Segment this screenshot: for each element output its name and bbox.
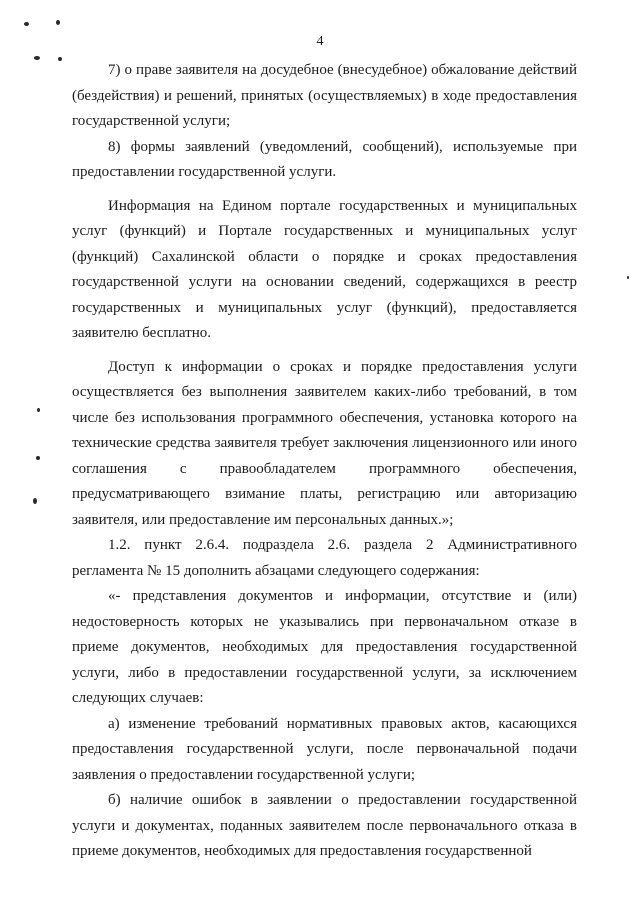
scan-speck [56,20,60,25]
paragraph-subitem-b: б) наличие ошибок в заявлении о предоставлении государственной услуги и документах, поданных заявителем после первоначального отказа в приеме документов, необходимых для предоставления государственной [72,792,577,859]
scan-speck [58,57,62,61]
scan-speck [37,408,40,412]
paragraph-subitem-a: а) изменение требований нормативных правовых актов, касающихся предоставления государственной услуги, после первоначальной подачи заявления о предоставлении государственной услуги; [72,715,577,783]
paragraph-quoted-provision: «- представления документов и информации, отсутствие и (или) недостоверность которых не указывались при первоначальном отказе в приеме документов, необходимых для предоставления государственной услуги, либо в предоставлении государственной услуги, за исключением следующих случаев: [72,588,577,706]
scan-speck [24,22,29,26]
page-number: 4 [316,34,324,49]
document-body [72,58,577,865]
paragraph-portal-info: Информация на Едином портале государственных и муниципальных услуг (функций) и Портале государственных и муниципальных услуг (функций) Сахалинской области о порядке и сроках предоставления государственной услуги на основании сведений, содержащихся в реестр государственных и муниципальных услуг (функций), предоставляется заявителю бесплатно. [72,197,577,341]
paragraph-access-info: Доступ к информации о сроках и порядке предоставления услуги осуществляется без выполнения заявителем каких-либо требований, в том числе без использования программного обеспечения, установка которого на технические средства заявителя требует заключения лицензионного или иного соглашения с правообладателем программного обеспечения, предусматривающего взимание платы, регистрацию или авторизацию заявителя, или предоставление им персональных данных.»; [72,358,577,528]
scan-speck [627,276,629,279]
paragraph-item-7: 7) о праве заявителя на досудебное (внесудебное) обжалование действий (бездействия) и решений, принятых (осуществляемых) в ходе предоставления государственной услуги; [72,62,577,129]
paragraph-item-8: 8) формы заявлений (уведомлений, сообщений), используемые при предоставлении государственной услуги. [72,138,577,180]
scan-speck [33,498,37,504]
paragraph-amendment-1-2: 1.2. пункт 2.6.4. подраздела 2.6. раздела 2 Административного регламента № 15 дополнить абзацами следующего содержания: [72,537,577,579]
scan-speck [36,456,40,460]
scan-speck [34,56,40,60]
